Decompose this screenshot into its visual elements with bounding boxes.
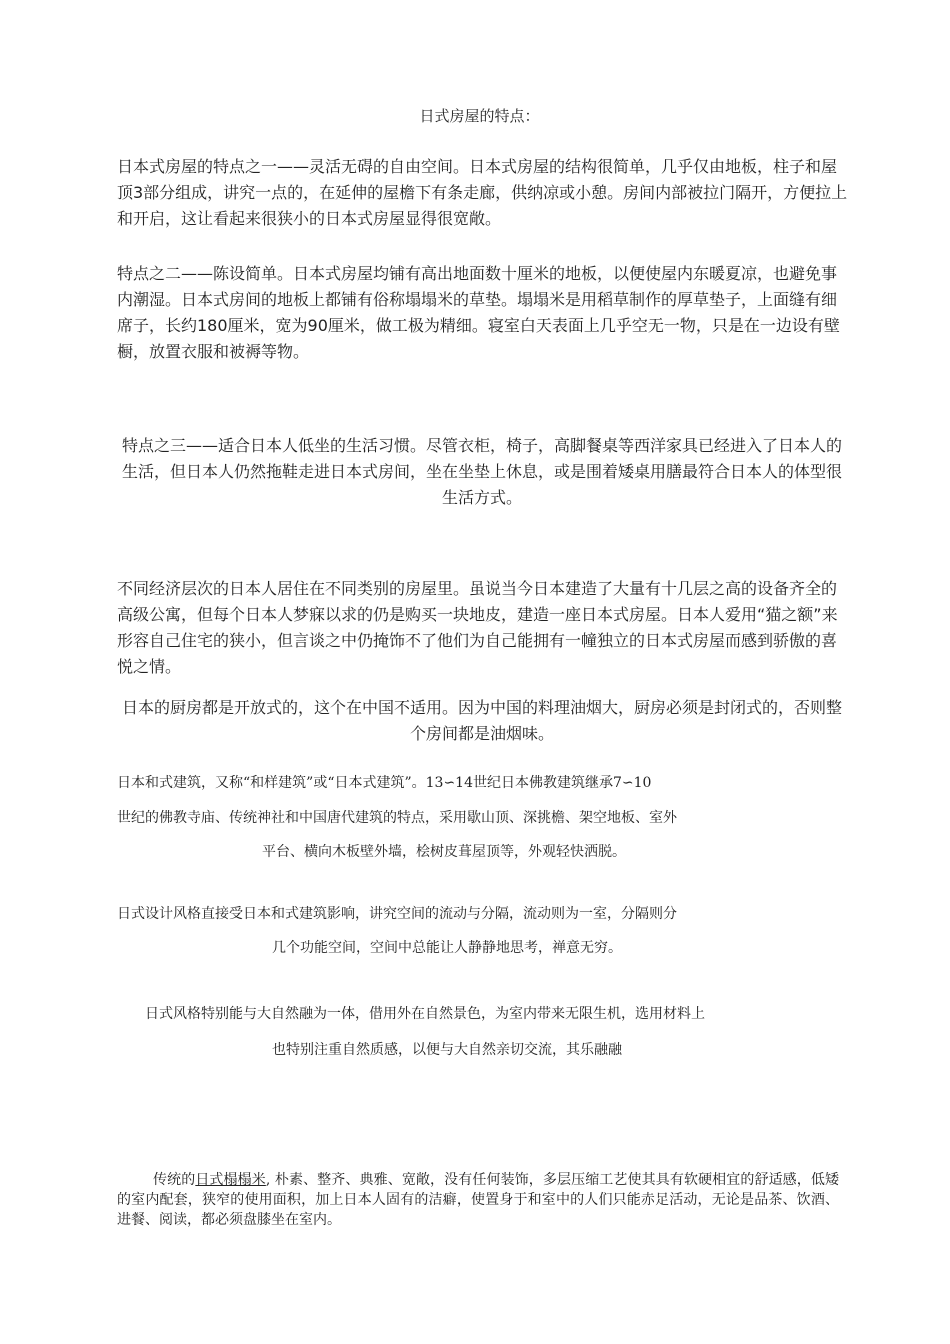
paragraph-economic-levels: 不同经济层次的日本人居住在不同类别的房屋里。虽说当今日本建造了大量有十几层之高的设备齐全的高级公寓，但每个日本人梦寐以求的仍是购买一块地皮，建造一座日本式房屋。日本人爱用“猫之额”来形容自己住宅的狭小，但言谈之中仍掩饰不了他们为自己能拥有一幢独立的日本式房屋而感到骄傲的喜悦之情。 — [117, 579, 838, 676]
text-line-design-style-1: 日式设计风格直接受日本和式建筑影响，讲究空间的流动与分隔，流动则为一室，分隔则分 — [117, 906, 677, 922]
tatami-link[interactable]: 日式榻榻米 — [195, 1172, 266, 1188]
paragraph-kitchen: 日本的厨房都是开放式的，这个在中国不适用。因为中国的料理油烟大，厨房必须是封闭式的，否则整个房间都是油烟味。 — [121, 698, 842, 743]
paragraph-feature-three: 特点之三——适合日本人低坐的生活习惯。尽管衣柜，椅子，高脚餐桌等西洋家具已经进入了日本人的生活，但日本人仍然拖鞋走进日本式房间，坐在坐垫上休息，或是围着矮桌用膳最符合日本人的体型很生活方式。 — [121, 436, 842, 507]
tatami-body: , 朴素、整齐、典雅、宽敞，没有任何装饰，多层压缩工艺使其具有软硬相宜的舒适感，低矮的室内配套，狭窄的使用面积，加上日本人固有的洁癖，使置身于和室中的人们只能赤足活动，无论是品茶、饮酒、进餐、阅读，都必须盘膝坐在室内。 — [117, 1172, 840, 1228]
text-line-washi-architecture-1: 日本和式建筑，又称“和样建筑”或“日本式建筑”。13∽14世纪日本佛教建筑继承7∽10 — [117, 775, 652, 791]
document-title: 日式房屋的特点： — [419, 107, 540, 125]
paragraph-feature-two: 特点之二——陈设简单。日本式房屋均铺有高出地面数十厘米的地板，以便使屋内东暖夏凉，也避免事内潮湿。日本式房间的地板上都铺有俗称塌塌米的草垫。塌塌米是用稻草制作的厚草垫子，上面缝有细席子，长约180厘米，宽为90厘米，做工极为精细。寝室白天表面上几乎空无一物，只是在一边设有壁橱，放置衣服和被褥等物。 — [117, 264, 840, 361]
text-line-design-style-2: 几个功能空间，空间中总能让人静静地思考，禅意无穷。 — [272, 940, 622, 956]
text-line-nature-2: 也特别注重自然质感，以便与大自然亲切交流，其乐融融 — [272, 1042, 622, 1058]
text-line-washi-architecture-3: 平台、横向木板壁外墙，桧树皮葺屋顶等，外观轻快洒脱。 — [262, 844, 626, 860]
paragraph-feature-one: 日本式房屋的特点之一——灵活无碍的自由空间。日本式房屋的结构很简单，几乎仅由地板，柱子和屋顶3部分组成，讲究一点的，在延伸的屋檐下有条走廊，供纳凉或小憩。房间内部被拉门隔开，方便拉上和开启，这让看起来很狭小的日本式房屋显得很宽敞。 — [117, 157, 848, 228]
text-line-nature-1: 日式风格特别能与大自然融为一体，借用外在自然景色，为室内带来无限生机，选用材料上 — [145, 1006, 705, 1022]
tatami-prefix: 传统的 — [153, 1172, 196, 1188]
paragraph-tatami — [117, 1170, 839, 1230]
text-line-washi-architecture-2: 世纪的佛教寺庙、传统神社和中国唐代建筑的特点，采用歇山顶、深挑檐、架空地板、室外 — [117, 810, 677, 826]
